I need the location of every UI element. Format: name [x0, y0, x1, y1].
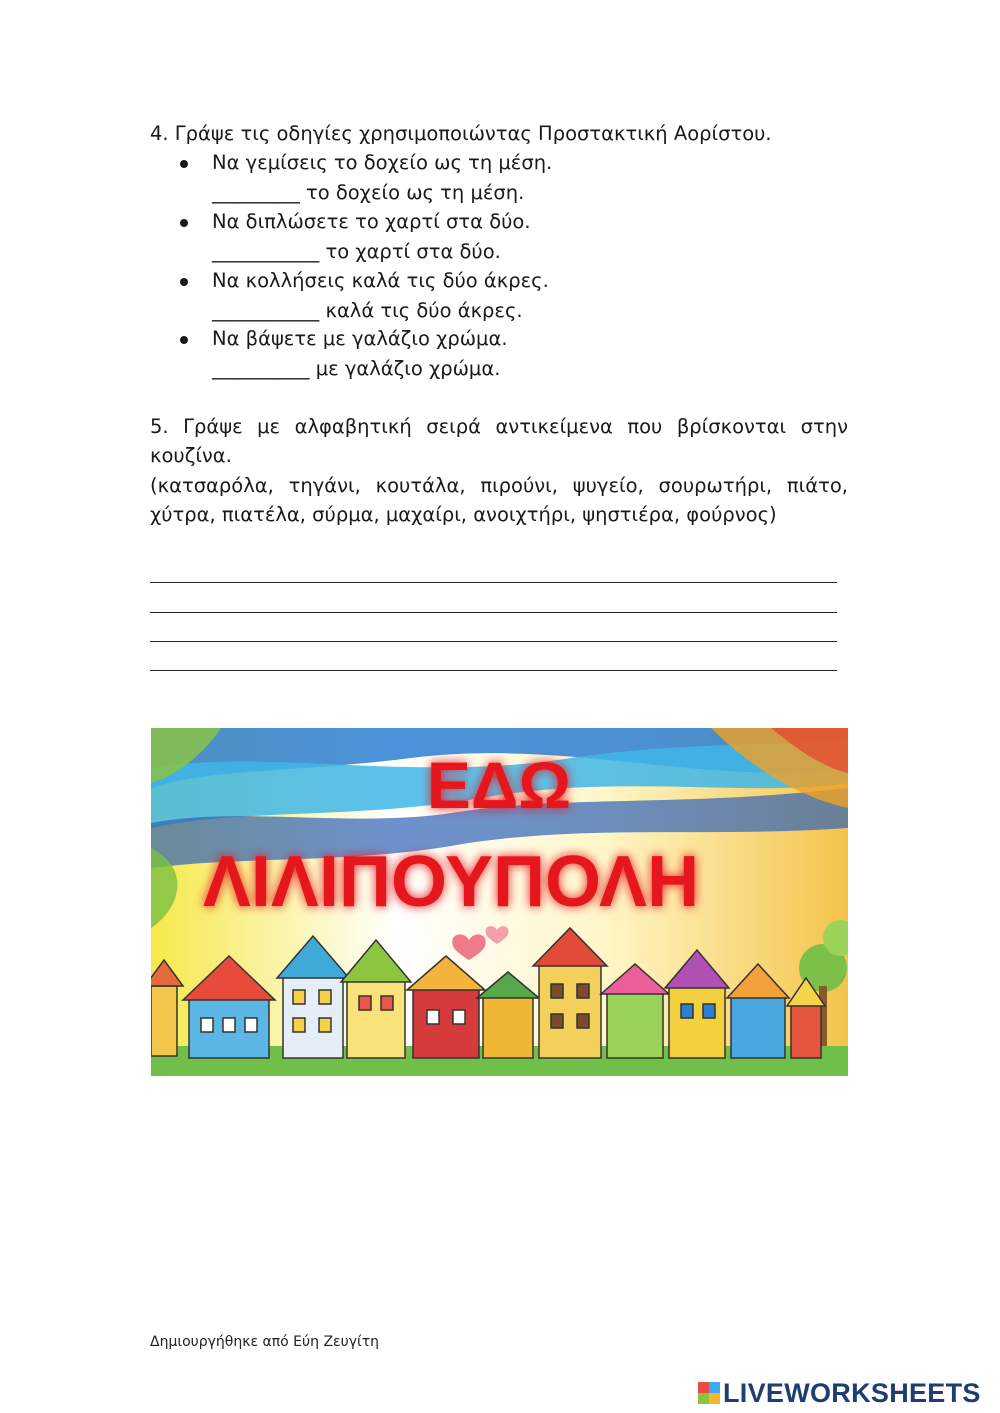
exercise-4-prompt-4: Να βάψετε με γαλάζιο χρώμα.: [212, 327, 508, 350]
liveworksheets-wordmark: LIVEWORKSHEETS: [723, 1377, 981, 1408]
exercise-5-word-list: (κατσαρόλα, τηγάνι, κουτάλα, πιρούνι, ψυγείο, σουρωτήρι, πιάτο, χύτρα, πιατέλα, σύρμα, μαχαίρι, ανοιχτήρι, ψηστιέρα, φούρνος): [150, 473, 848, 526]
exercise-4-prompt-2: Να διπλώσετε το χαρτί στα δύο.: [212, 210, 531, 233]
answer-line-2[interactable]: [150, 612, 837, 613]
exercise-4-answer-4[interactable]: __________ με γαλάζιο χρώμα.: [212, 357, 501, 380]
exercise-4-answer-3[interactable]: ___________ καλά τις δύο άκρες.: [212, 299, 523, 322]
banner-title-line-1: ΕΔΩ: [426, 748, 572, 822]
banner-illustration: [151, 728, 848, 1076]
exercise-4-title: 4. Γράψε τις οδηγίες χρησιμοποιώντας Προστακτική Αορίστου.: [150, 122, 772, 145]
answer-line-4[interactable]: [150, 670, 837, 671]
exercise-5: [150, 412, 848, 529]
bullet-icon: [180, 160, 188, 168]
exercise-5-title: 5. Γράψε με αλφαβητική σειρά αντικείμενα που βρίσκονται στην κουζίνα.: [150, 415, 848, 468]
answer-line-1[interactable]: [150, 582, 837, 583]
bullet-icon: [180, 219, 188, 227]
lilipoupoli-banner: [151, 728, 848, 1076]
exercise-4-prompt-1: Να γεμίσεις το δοχείο ως τη μέση.: [212, 151, 553, 174]
liveworksheets-logo-icon: [698, 1382, 720, 1404]
bullet-icon: [180, 278, 188, 286]
exercise-4-answer-2[interactable]: ___________ το χαρτί στα δύο.: [212, 240, 501, 263]
banner-title-line-2: ΛΙΛΙΠΟΥΠΟΛΗ: [202, 842, 700, 922]
exercise-4-prompt-3: Να κολλήσεις καλά τις δύο άκρες.: [212, 269, 549, 292]
bullet-icon: [180, 336, 188, 344]
liveworksheets-brand[interactable]: [698, 1378, 981, 1408]
exercise-4-answer-1[interactable]: _________ το δοχείο ως τη μέση.: [212, 181, 525, 204]
answer-line-3[interactable]: [150, 641, 837, 642]
author-credit: Δημιουργήθηκε από Εύη Ζευγίτη: [150, 1334, 380, 1350]
